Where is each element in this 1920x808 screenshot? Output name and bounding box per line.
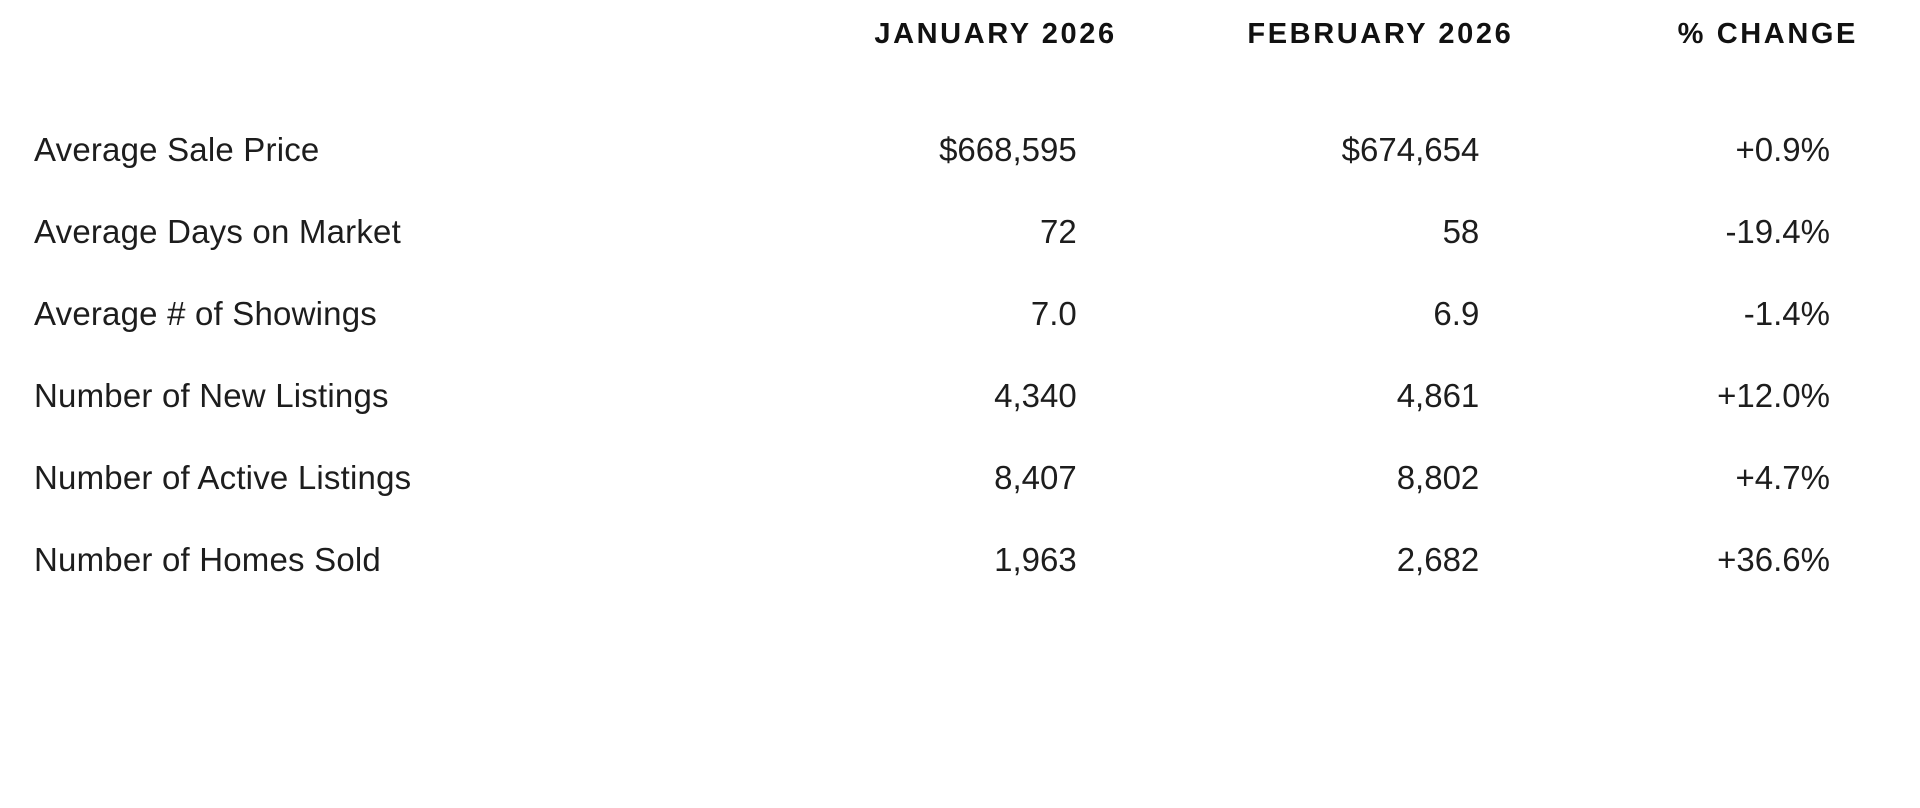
row-value-february: 6.9 xyxy=(1433,295,1480,332)
row-label: Average Days on Market xyxy=(34,213,401,250)
table-row xyxy=(34,437,1860,519)
row-value-change: +36.6% xyxy=(1717,541,1830,578)
table-body xyxy=(34,109,1860,601)
row-value-january: 72 xyxy=(1040,213,1077,250)
row-value-february: 4,861 xyxy=(1396,377,1480,414)
row-value-january: 7.0 xyxy=(1030,295,1077,332)
row-value-change: +12.0% xyxy=(1717,377,1830,414)
header-percent-change: % CHANGE xyxy=(1677,18,1858,50)
row-value-january: 4,340 xyxy=(994,377,1077,414)
row-value-change: +0.9% xyxy=(1735,131,1830,168)
table-header xyxy=(34,18,1860,109)
row-label: Average Sale Price xyxy=(34,131,320,168)
table-row xyxy=(34,109,1860,191)
row-label: Number of Active Listings xyxy=(34,459,412,496)
row-value-change: -1.4% xyxy=(1743,295,1830,332)
row-value-change: +4.7% xyxy=(1735,459,1830,496)
header-row xyxy=(34,18,1860,109)
header-metric-label xyxy=(34,18,728,109)
row-label: Number of New Listings xyxy=(34,377,389,414)
row-label: Average # of Showings xyxy=(34,295,377,332)
row-value-january: 8,407 xyxy=(994,459,1077,496)
table-row xyxy=(34,273,1860,355)
row-value-january: $668,595 xyxy=(939,131,1077,168)
row-value-february: 8,802 xyxy=(1396,459,1480,496)
header-february-2026: FEBRUARY 2026 xyxy=(1247,18,1514,50)
market-statistics-table xyxy=(34,18,1860,601)
table-row xyxy=(34,355,1860,437)
row-value-february: 58 xyxy=(1442,213,1480,250)
table-row xyxy=(34,191,1860,273)
row-label: Number of Homes Sold xyxy=(34,541,381,578)
row-value-change: -19.4% xyxy=(1725,213,1830,250)
header-january-2026: JANUARY 2026 xyxy=(874,18,1117,50)
row-value-february: $674,654 xyxy=(1341,131,1480,168)
table-row xyxy=(34,519,1860,601)
row-value-january: 1,963 xyxy=(994,541,1077,578)
row-value-february: 2,682 xyxy=(1396,541,1480,578)
